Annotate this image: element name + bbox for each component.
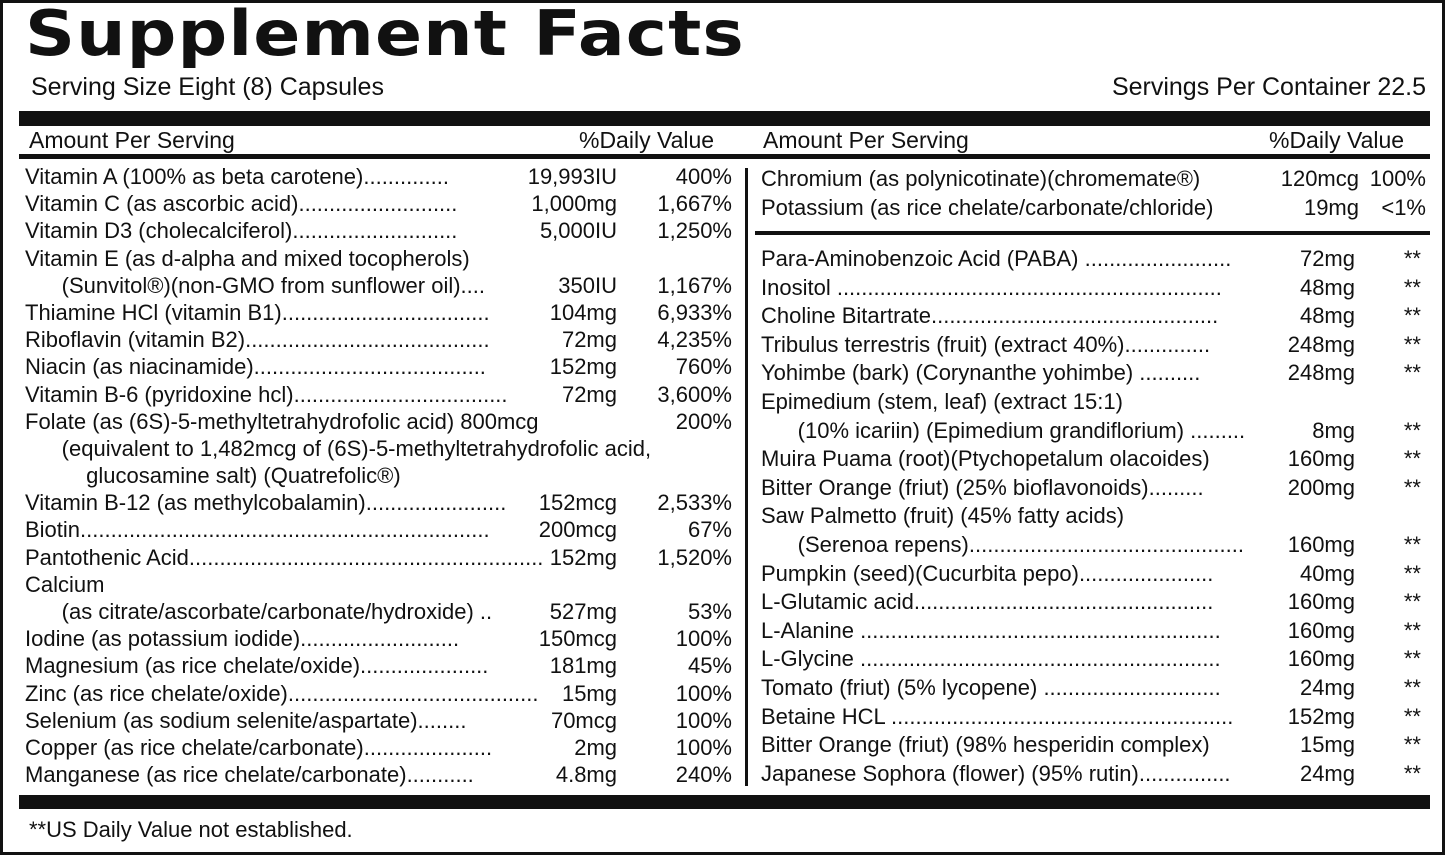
nutrient-row: [761, 274, 1429, 303]
nutrient-amount: 4.8mg: [555, 762, 617, 788]
nutrient-amount: 19,993IU: [527, 164, 617, 189]
nutrient-amount: 160mg: [1288, 445, 1355, 474]
nutrient-row: [25, 544, 735, 571]
dot-leader: ..........................: [298, 191, 458, 217]
nutrient-row: [761, 502, 1429, 531]
nutrient-label: Vitamin C (as ascorbic acid): [25, 191, 299, 217]
nutrient-row: [761, 617, 1429, 646]
nutrient-amount: 248mg: [1288, 331, 1355, 360]
nutrient-label: Folate (as (6S)-5-methyltetrahydrofolic acid) 800mcg: [25, 408, 539, 434]
nutrient-name: [761, 193, 1304, 222]
nutrient-row: [25, 571, 735, 598]
dot-leader: .............................: [1037, 674, 1221, 700]
nutrient-name: [25, 516, 539, 543]
nutrient-name: [761, 164, 1281, 193]
daily-value: 100%: [675, 734, 732, 760]
dot-leader: .......................: [365, 490, 507, 516]
nutrient-label: Vitamin B-12 (as methylcobalamin): [25, 490, 366, 516]
nutrient-label: Vitamin D3 (cholecalciferol): [25, 218, 293, 244]
dot-leader: ..................................: [281, 299, 490, 325]
daily-value: 1,520%: [657, 544, 732, 570]
dot-leader: ..........................: [300, 626, 460, 652]
nutrient-amount: 19mg: [1303, 195, 1359, 220]
nutrient-label: Manganese (as rice chelate/carbonate): [25, 762, 407, 788]
left-header-dv: %Daily Value: [579, 127, 715, 153]
nutrient-row: [761, 588, 1429, 617]
nutrient-amount: 160mg: [1288, 531, 1355, 560]
nutrient-row: [25, 381, 735, 408]
nutrient-row: [25, 163, 735, 190]
nutrient-label: Calcium: [25, 571, 105, 597]
nutrient-name: [25, 190, 531, 217]
nutrient-label: Potassium (as rice chelate/carbonate/chloride): [761, 195, 1214, 220]
nutrient-label: (Serenoa repens): [761, 531, 969, 557]
nutrient-label: L-Glutamic acid: [761, 589, 914, 615]
nutrient-name: [761, 588, 1288, 617]
nutrient-label: Muira Puama (root)(Ptychopetalum olacoides): [761, 446, 1210, 472]
nutrient-label: Riboflavin (vitamin B2): [25, 327, 246, 353]
nutrient-name: [25, 571, 104, 598]
nutrient-row: [25, 489, 735, 516]
nutrient-amount: 152mg: [549, 544, 617, 570]
nutrient-label: Iodine (as potassium iodide): [25, 626, 301, 652]
daily-value: 1,250%: [657, 218, 732, 244]
nutrient-row: [761, 560, 1429, 589]
nutrient-row: [25, 190, 735, 217]
dot-leader: ...........................: [292, 218, 458, 244]
nutrient-amount: 152mg: [549, 354, 617, 380]
nutrient-label: (equivalent to 1,482mcg of (6S)-5-methyltetrahydrofolic acid,: [25, 435, 652, 461]
nutrient-amount: 181mg: [549, 653, 617, 679]
daily-value: **: [1403, 417, 1421, 443]
nutrient-row: [25, 408, 735, 435]
nutrient-row: [25, 326, 735, 353]
nutrient-row: [25, 625, 735, 652]
nutrient-name: [25, 625, 539, 652]
nutrient-name: [761, 502, 1124, 531]
nutrient-row: [25, 462, 735, 489]
daily-value: 3,600%: [657, 381, 732, 407]
right-header-amount: Amount Per Serving: [763, 127, 969, 153]
nutrient-label: Choline Bitartrate: [761, 303, 931, 329]
nutrient-name: [761, 617, 1288, 646]
nutrient-row: [761, 445, 1429, 474]
nutrient-name: [761, 245, 1300, 274]
daily-value: **: [1403, 617, 1421, 643]
nutrient-name: [761, 417, 1312, 446]
nutrient-name: [761, 474, 1288, 503]
nutrient-label: Zinc (as rice chelate/oxide): [25, 680, 288, 706]
daily-value: 200%: [675, 408, 732, 434]
daily-value: 53%: [687, 599, 732, 624]
dot-leader: .....................: [363, 734, 493, 760]
daily-value: 67%: [687, 517, 732, 543]
daily-value: 2,533%: [657, 490, 732, 516]
nutrient-label: Magnesium (as rice chelate/oxide): [25, 653, 361, 679]
nutrient-row: [25, 734, 735, 761]
nutrient-label: Niacin (as niacinamide): [25, 354, 254, 380]
nutrient-row: [761, 674, 1429, 703]
proprietary-list: [761, 245, 1429, 788]
daily-value: **: [1403, 360, 1421, 386]
daily-value: **: [1403, 760, 1421, 786]
nutrient-label: Vitamin A (100% as beta carotene): [25, 164, 364, 189]
nutrient-row: [25, 516, 735, 543]
nutrient-row: [761, 703, 1429, 732]
daily-value: **: [1403, 674, 1421, 700]
nutrient-name: [25, 435, 651, 462]
nutrient-amount: 8mg: [1312, 417, 1355, 446]
dot-leader: .....................: [360, 653, 489, 679]
dot-leader: .............................................: [968, 531, 1244, 557]
dot-leader: ......................................: [253, 354, 486, 380]
nutrient-row: [761, 245, 1429, 274]
nutrient-name: [25, 272, 558, 299]
nutrient-name: [25, 707, 551, 734]
dot-leader: ........................................: [245, 327, 490, 353]
nutrient-label: Yohimbe (bark) (Corynanthe yohimbe): [761, 360, 1134, 386]
nutrient-label: Pumpkin (seed)(Cucurbita pepo): [761, 560, 1079, 586]
nutrient-name: [25, 217, 540, 244]
daily-value: 4,235%: [657, 327, 732, 353]
nutrient-row: [25, 353, 735, 380]
nutrient-row: [761, 531, 1429, 560]
servings-per-container: Servings Per Container 22.5: [1111, 73, 1426, 101]
nutrient-label: Bitter Orange (friut) (98% hesperidin complex): [761, 732, 1210, 758]
daily-value: 400%: [675, 164, 732, 189]
nutrient-amount: 200mg: [1288, 474, 1355, 503]
nutrient-amount: 40mg: [1300, 560, 1355, 589]
nutrient-amount: 24mg: [1300, 674, 1355, 703]
footnote: **US Daily Value not established.: [29, 817, 353, 842]
nutrient-name: [761, 531, 1288, 560]
daily-value: **: [1403, 646, 1421, 672]
nutrient-row: [761, 417, 1429, 446]
nutrient-name: [25, 326, 562, 353]
daily-value: **: [1403, 303, 1421, 329]
nutrient-amount: 527mg: [549, 599, 617, 624]
nutrient-name: [25, 462, 401, 489]
nutrient-name: [761, 645, 1288, 674]
daily-value: 6,933%: [657, 299, 732, 325]
dot-leader: ...................................................................: [80, 517, 490, 543]
daily-value: 240%: [675, 762, 732, 788]
dot-leader: .........: [1148, 474, 1204, 500]
nutrient-label: glucosamine salt) (Quatrefolic®): [25, 463, 401, 489]
nutrient-label: Chromium (as polynicotinate)(chromemate®): [761, 166, 1201, 191]
nutrient-name: [25, 734, 574, 761]
nutrient-name: [761, 731, 1300, 760]
dot-leader: ...............................................: [930, 303, 1219, 329]
daily-value: **: [1403, 474, 1421, 500]
nutrient-name: [761, 760, 1300, 789]
nutrient-row: [25, 652, 735, 679]
nutrient-amount: 1,000mg: [531, 191, 617, 217]
dot-leader: ........................: [1078, 246, 1232, 271]
nutrient-name: [25, 408, 539, 435]
nutrient-label: L-Glycine: [761, 646, 854, 672]
nutrient-name: [25, 652, 550, 679]
panel-title: Supplement Facts: [25, 0, 745, 70]
nutrient-amount: 70mcg: [550, 707, 617, 733]
nutrient-amount: 104mg: [549, 299, 617, 325]
nutrient-amount: 200mcg: [538, 517, 617, 543]
nutrient-label: Copper (as rice chelate/carbonate): [25, 734, 364, 760]
daily-value: **: [1403, 531, 1421, 557]
nutrient-amount: 160mg: [1288, 588, 1355, 617]
nutrient-row: [25, 761, 735, 788]
nutrient-row: [25, 245, 735, 272]
nutrient-amount: 15mg: [1300, 731, 1355, 760]
right-section-rule: [755, 231, 1430, 235]
header-rule: [19, 154, 1430, 159]
nutrient-name: [761, 302, 1300, 331]
nutrient-amount: 350IU: [558, 272, 617, 298]
daily-value: **: [1403, 732, 1421, 758]
nutrient-label: Vitamin B-6 (pyridoxine hcl): [25, 381, 294, 407]
nutrient-name: [25, 299, 550, 326]
daily-value: **: [1403, 703, 1421, 729]
nutrient-label: Biotin: [25, 517, 81, 543]
nutrient-amount: 160mg: [1288, 617, 1355, 646]
nutrient-name: [25, 680, 562, 707]
nutrient-name: [761, 445, 1288, 474]
nutrient-amount: 24mg: [1300, 760, 1355, 789]
dot-leader: ...........................................................: [853, 617, 1221, 643]
nutrient-name: [761, 359, 1288, 388]
nutrient-label: (Sunvitol®)(non-GMO from sunflower oil)....: [25, 272, 485, 298]
daily-value: 45%: [687, 653, 732, 679]
daily-value: 1,667%: [657, 191, 732, 217]
nutrient-row: [25, 272, 735, 299]
dot-leader: .................................................: [913, 589, 1214, 615]
nutrient-amount: 5,000IU: [539, 218, 617, 244]
nutrient-amount: 160mg: [1288, 645, 1355, 674]
nutrient-row: [25, 217, 735, 244]
daily-value: 100%: [675, 626, 732, 652]
dot-leader: ...............: [1138, 760, 1231, 786]
dot-leader: ...........: [406, 762, 474, 788]
serving-size: Serving Size Eight (8) Capsules: [31, 73, 384, 101]
daily-value: **: [1403, 446, 1421, 472]
nutrient-row: [761, 164, 1429, 193]
nutrient-amount: 152mcg: [538, 490, 617, 516]
dot-leader: ........: [417, 707, 467, 733]
daily-value: **: [1403, 331, 1421, 357]
daily-value: 100%: [675, 707, 732, 733]
nutrient-name: [761, 331, 1288, 360]
daily-value: 100%: [1369, 166, 1426, 191]
nutrient-label: Bitter Orange (friut) (25% bioflavonoids): [761, 474, 1149, 500]
nutrient-label: Betaine HCL: [761, 703, 885, 729]
nutrient-label: Tomato (friut) (5% lycopene): [761, 674, 1038, 700]
nutrient-label: Thiamine HCl (vitamin B1): [25, 299, 282, 325]
nutrient-row: [761, 474, 1429, 503]
daily-value: **: [1403, 560, 1421, 586]
nutrient-row: [761, 359, 1429, 388]
nutrient-row: [25, 680, 735, 707]
nutrient-row: [761, 760, 1429, 789]
dot-leader: ..........................................................: [188, 544, 544, 570]
nutrient-label: (10% icariin) (Epimedium grandiflorium): [761, 417, 1185, 443]
nutrient-name: [761, 388, 1123, 417]
nutrient-label: L-Alanine: [761, 617, 854, 643]
nutrient-name: [25, 544, 550, 571]
nutrient-label: Inositol: [761, 274, 831, 300]
nutrient-label: Para-Aminobenzoic Acid (PABA): [761, 246, 1079, 271]
dot-leader: ........................................................: [884, 703, 1234, 729]
nutrient-amount: 152mg: [1288, 703, 1355, 732]
dot-leader: ...................................: [293, 381, 508, 407]
nutrient-row: [25, 598, 735, 625]
daily-value: 100%: [675, 680, 732, 706]
daily-value: <1%: [1381, 195, 1426, 220]
nutrient-row: [761, 193, 1429, 222]
daily-value: 760%: [675, 354, 732, 380]
nutrient-name: [25, 598, 550, 625]
nutrient-row: [761, 731, 1429, 760]
nutrient-row: [25, 299, 735, 326]
dot-leader: ...............................................................: [830, 274, 1222, 300]
daily-value: **: [1403, 589, 1421, 615]
nutrient-name: [25, 163, 528, 190]
nutrient-name: [25, 761, 556, 788]
nutrient-amount: 48mg: [1300, 274, 1355, 303]
daily-value: 1,167%: [657, 272, 732, 298]
nutrient-amount: 248mg: [1288, 359, 1355, 388]
left-nutrient-list: [25, 163, 735, 788]
nutrient-row: [761, 302, 1429, 331]
nutrient-label: Tribulus terrestris (fruit) (extract 40%): [761, 331, 1125, 357]
bottom-thick-rule: [19, 795, 1430, 809]
right-header-dv: %Daily Value: [1269, 127, 1405, 153]
nutrient-label: Selenium (as sodium selenite/aspartate): [25, 707, 418, 733]
nutrient-row: [761, 645, 1429, 674]
nutrient-amount: 72mg: [1300, 245, 1355, 274]
dot-leader: .........: [1184, 417, 1246, 443]
daily-value: **: [1403, 274, 1421, 300]
minerals-list: [761, 164, 1429, 222]
nutrient-name: [25, 245, 470, 272]
dot-leader: .........................................: [287, 680, 539, 706]
nutrient-name: [761, 274, 1300, 303]
nutrient-row: [25, 435, 735, 462]
nutrient-name: [25, 381, 562, 408]
nutrient-amount: 72mg: [561, 327, 617, 353]
nutrient-name: [25, 353, 550, 380]
nutrient-label: Pantothenic Acid: [25, 544, 189, 570]
nutrient-amount: 120mcg: [1280, 166, 1359, 191]
daily-value: **: [1403, 246, 1421, 271]
dot-leader: ..............: [1124, 331, 1211, 357]
nutrient-amount: 150mcg: [538, 626, 617, 652]
dot-leader: ...........................................................: [853, 646, 1221, 672]
nutrient-row: [25, 707, 735, 734]
top-thick-rule: [19, 111, 1430, 126]
nutrient-name: [761, 560, 1300, 589]
nutrient-label: Vitamin E (as d-alpha and mixed tocopherols): [25, 245, 470, 271]
nutrient-amount: 72mg: [561, 381, 617, 407]
nutrient-name: [25, 489, 539, 516]
left-header-amount: Amount Per Serving: [29, 127, 235, 153]
nutrient-name: [761, 674, 1300, 703]
nutrient-label: Saw Palmetto (fruit) (45% fatty acids): [761, 503, 1125, 529]
column-divider: [745, 168, 748, 786]
nutrient-label: (as citrate/ascorbate/carbonate/hydroxide) ..: [25, 599, 493, 624]
nutrient-amount: 15mg: [561, 680, 617, 706]
nutrient-row: [761, 388, 1429, 417]
nutrient-label: Japanese Sophora (flower) (95% rutin): [761, 760, 1139, 786]
dot-leader: ..........: [1133, 360, 1201, 386]
nutrient-label: Epimedium (stem, leaf) (extract 15:1): [761, 388, 1123, 414]
dot-leader: ......................: [1078, 560, 1214, 586]
nutrient-row: [761, 331, 1429, 360]
nutrient-name: [761, 703, 1288, 732]
dot-leader: ..............: [363, 164, 449, 189]
nutrient-amount: 48mg: [1300, 302, 1355, 331]
nutrient-amount: 2mg: [574, 734, 617, 760]
